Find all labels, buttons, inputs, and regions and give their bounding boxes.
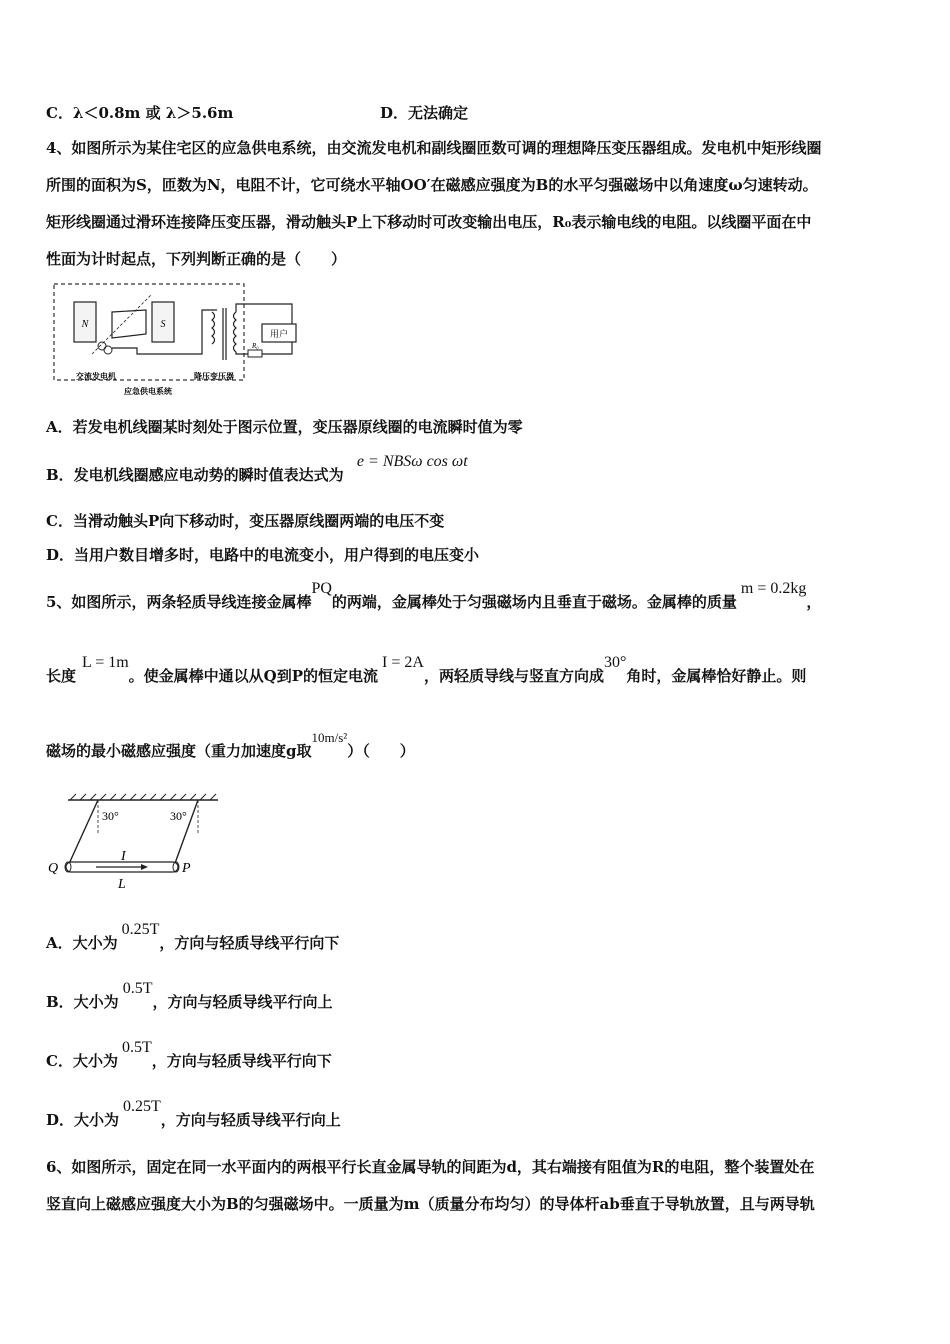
magnet-n-label: N [81, 319, 89, 330]
q5-text: ， [806, 593, 822, 611]
q5-text: 的两端，金属棒处于匀强磁场内且垂直于磁场。金属棒的质量 [331, 593, 737, 611]
q5-option-text: D．大小为 [46, 1111, 120, 1129]
q4-option-b-text: B．发电机线圈感应电动势的瞬时值表达式为 [46, 466, 344, 484]
q5-option-text: C．大小为 [46, 1052, 118, 1070]
q5-option-text: ，方向与轻质导线平行向下 [151, 1052, 332, 1070]
q5-text: 磁场的最小磁感应强度（重力加速度g取 [46, 742, 312, 760]
q5-text: ，两轻质导线与竖直方向成 [423, 667, 604, 685]
q5-option-text: A．大小为 [46, 934, 118, 952]
q5-option-value: 0.5T [121, 1039, 152, 1056]
q5-stem-line-3 [46, 730, 415, 761]
r0-label: R₀ [252, 342, 259, 350]
q4-stem-line-1: 4、如图所示为某住宅区的应急供电系统，由交流发电机和副线圈匝数可调的理想降压变压器组成。发电机中矩形线圈 [46, 139, 822, 157]
figure-caption: 应急供电系统 [124, 387, 172, 396]
q4-option-a: A．若发电机线圈某时刻处于图示位置，变压器原线圈的电流瞬时值为零 [46, 418, 523, 436]
q5-rod-figure [46, 790, 236, 892]
q5-option-text: ，方向与轻质导线平行向上 [160, 1111, 341, 1129]
q5-option-b [46, 980, 333, 1012]
q4-circuit-figure [52, 282, 304, 400]
transformer-label: 降压变压器 [194, 372, 234, 381]
secondary-coil-icon [234, 312, 237, 352]
q5-option-c [46, 1039, 332, 1071]
primary-coil-icon [212, 312, 215, 344]
q5-math-angle: 30° [603, 654, 627, 671]
q5-math-length: L = 1m [82, 654, 129, 671]
q5-option-text: ，方向与轻质导线平行向上 [152, 993, 333, 1011]
q5-option-d [46, 1098, 341, 1130]
q4-option-d: D．当用户数目增多时，电路中的电流变小，用户得到的电压变小 [46, 546, 480, 564]
q4-stem-line-2: 所围的面积为S，匝数为N，电阻不计，它可绕水平轴OO′在磁感应强度为B的水平匀强磁场中以角速度ω匀速转动。 [46, 176, 818, 194]
q5-text: 。使金属棒中通以从Q到P的恒定电流 [128, 667, 379, 685]
q5-stem-line-2 [46, 654, 807, 686]
q5-math-pq: PQ [311, 580, 332, 597]
length-label: L [118, 877, 126, 892]
q5-stem-line-1 [46, 580, 822, 612]
q5-math-g: 10m/s² [311, 730, 348, 745]
angle-right-label: 30° [170, 809, 187, 823]
left-wire [68, 800, 98, 866]
p-label: P [182, 861, 191, 876]
coil-icon [112, 310, 146, 338]
q5-option-text: B．大小为 [46, 993, 119, 1011]
q5-option-text: ，方向与轻质导线平行向下 [159, 934, 340, 952]
q4-option-b [46, 453, 468, 485]
generator-label: 交流发电机 [76, 372, 116, 381]
q5-option-value: 0.5T [122, 980, 153, 997]
resistor-r0-icon [248, 350, 262, 357]
angle-left-label: 30° [102, 809, 119, 823]
q5-option-value: 0.25T [123, 1098, 161, 1115]
q4-stem-line-3: 矩形线圈通过滑环连接降压变压器，滑动触头P上下移动时可改变输出电压，R₀表示输电线的电阻。以线圈平面在中 [46, 213, 812, 231]
q5-text: 长度 [46, 667, 77, 685]
q5-text: 角时，金属棒恰好静止。则 [626, 667, 807, 685]
q5-math-mass: m = 0.2kg [740, 580, 807, 597]
q6-stem-line-2: 竖直向上磁感应强度大小为B的匀强磁场中。一质量为m（质量分布均匀）的导体杆ab垂直于导轨放置，且与两导轨 [46, 1195, 815, 1213]
user-label: 用户 [269, 329, 289, 339]
q5-text: ）（ ） [347, 742, 415, 760]
magnet-s-label: S [160, 319, 166, 330]
emf-formula: e = NBSω cos ωt [356, 453, 468, 470]
q4-option-c: C．当滑动触头P向下移动时，变压器原线圈两端的电压不变 [46, 512, 445, 530]
current-label: I [121, 849, 126, 864]
q5-option-value: 0.25T [121, 921, 160, 938]
prev-option-c: C．λ＜0.8m 或 λ＞5.6m [46, 104, 234, 122]
q5-text: 5、如图所示，两条轻质导线连接金属棒 [46, 593, 312, 611]
q5-option-a [46, 921, 340, 953]
prev-option-d: D．无法确定 [380, 104, 469, 122]
q4-stem-line-4: 性面为计时起点，下列判断正确的是（ ） [46, 250, 347, 268]
q5-math-current: I = 2A [382, 654, 424, 671]
q6-stem-line-1: 6、如图所示，固定在同一水平面内的两根平行长直金属导轨的间距为d，其右端接有阻值为R的电阻，整个装置处在 [46, 1158, 815, 1176]
q-label: Q [48, 861, 59, 876]
